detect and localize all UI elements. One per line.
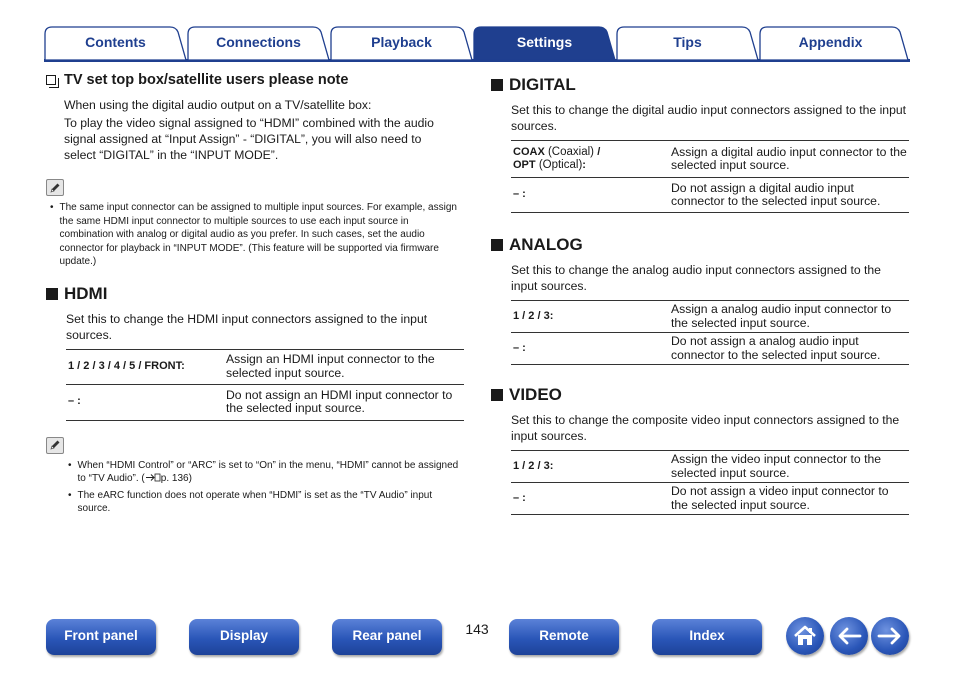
left-column — [46, 70, 464, 516]
table-row — [511, 141, 909, 178]
hdmi-row1-key: 1 / 2 / 3 / 4 / 5 / FRONT: — [66, 349, 224, 384]
table-row — [511, 451, 909, 483]
right-column — [491, 74, 909, 515]
page-number: 143 — [465, 621, 489, 637]
display-button[interactable]: Display — [189, 619, 299, 655]
tab-connections-label: Connections — [216, 34, 301, 50]
hdmi-table — [66, 349, 464, 421]
previous-page-button[interactable] — [830, 617, 868, 655]
digital-row2-key: – : — [511, 178, 669, 213]
home-icon — [792, 624, 818, 648]
rear-panel-button[interactable]: Rear panel — [332, 619, 442, 655]
tab-playback[interactable] — [330, 26, 473, 60]
arrow-left-icon — [836, 626, 862, 646]
table-row — [511, 178, 909, 213]
analog-heading — [491, 234, 909, 256]
hdmi-description: Set this to change the HDMI input connectors assigned to the input sources. — [66, 311, 428, 342]
video-title: VIDEO — [509, 385, 562, 404]
key-colon: : — [582, 159, 586, 171]
memo2-text-1a: When “HDMI Control” or “ARC” is set to “On” in the menu, “HDMI” cannot be assigned to “TV Audio”. ( — [77, 459, 459, 484]
tab-appendix-label: Appendix — [798, 34, 863, 50]
opt-note: (Optical) — [535, 159, 583, 171]
digital-row1-key — [511, 141, 669, 178]
digital-title: DIGITAL — [509, 75, 576, 94]
video-row1-value: Assign the video input connector to the selected input source. — [669, 451, 909, 483]
front-panel-button[interactable]: Front panel — [46, 619, 156, 655]
memo1-text: The same input connector can be assigned to multiple input sources. For example, assign the same HDMI input connector to multiple sources to use each input source in combination with analog or digital audio as you prefer. In such cases, set the audio connector for playback in “INPUT MODE”. (This feature will be supported via firmware update.) — [59, 202, 457, 267]
opt-label: OPT — [513, 159, 536, 171]
tab-connections[interactable] — [187, 26, 330, 60]
tab-contents[interactable] — [44, 26, 187, 60]
table-row — [66, 349, 464, 384]
bullet-dot: • — [50, 202, 54, 213]
bullet-dot: • — [68, 489, 72, 501]
memo2-text-1 — [78, 459, 464, 486]
coax-note: (Coaxial) — [544, 145, 598, 158]
tab-tips-label: Tips — [673, 34, 702, 50]
square-bullet-icon — [46, 288, 58, 300]
digital-description: Set this to change the digital audio input connectors assigned to the input sources. — [511, 103, 907, 133]
digital-table — [511, 140, 909, 213]
remote-button[interactable]: Remote — [509, 619, 619, 655]
memo1-bullet — [46, 201, 464, 269]
video-row2-key: – : — [511, 483, 669, 515]
digital-heading — [491, 74, 909, 96]
analog-row1-key: 1 / 2 / 3: — [511, 301, 669, 333]
analog-row2-key: – : — [511, 333, 669, 365]
analog-title: ANALOG — [509, 235, 583, 254]
note-heading — [46, 70, 464, 90]
tab-playback-label: Playback — [371, 34, 432, 50]
separator: / — [597, 145, 601, 158]
memo2-page-ref[interactable]: p. 136) — [160, 473, 192, 484]
video-description: Set this to change the composite video input connectors assigned to the input sources. — [511, 413, 900, 443]
memo-box-1 — [46, 179, 464, 269]
square-bullet-icon — [491, 389, 503, 401]
table-row — [66, 384, 464, 420]
pencil-icon — [46, 437, 64, 454]
tab-tips[interactable] — [616, 26, 759, 60]
digital-row2-value: Do not assign a digital audio input connector to the selected input source. — [669, 178, 909, 213]
index-button[interactable]: Index — [652, 619, 762, 655]
tab-settings[interactable] — [473, 26, 616, 60]
video-heading — [491, 384, 909, 406]
square-bullet-icon — [491, 239, 503, 251]
table-row — [511, 333, 909, 365]
square-bullet-icon — [491, 79, 503, 91]
checkbox-icon — [46, 75, 56, 85]
hdmi-row2-key: – : — [66, 384, 224, 420]
note-line1: When using the digital audio output on a TV/satellite box: — [64, 98, 372, 112]
video-row2-value: Do not assign a video input connector to the selected input source. — [669, 483, 909, 515]
tab-contents-label: Contents — [85, 34, 146, 50]
note-title: TV set top box/satellite users please note — [64, 72, 349, 88]
tab-appendix[interactable] — [759, 26, 902, 60]
next-page-button[interactable] — [871, 617, 909, 655]
table-row — [511, 301, 909, 333]
memo-box-2 — [46, 437, 464, 516]
analog-description: Set this to change the analog audio input connectors assigned to the input sources. — [511, 263, 881, 293]
memo2-text-2: The eARC function does not operate when “HDMI” is set as the “TV Audio” input source. — [77, 489, 433, 514]
memo2-bullet-1 — [46, 459, 464, 486]
home-button[interactable] — [786, 617, 824, 655]
tab-bar — [44, 26, 910, 62]
hdmi-row2-value: Do not assign an HDMI input connector to the selected input source. — [224, 384, 464, 420]
analog-row2-value: Do not assign a analog audio input connector to the selected input source. — [669, 333, 909, 365]
pencil-icon — [46, 179, 64, 196]
coax-label: COAX — [513, 145, 545, 158]
video-row1-key: 1 / 2 / 3: — [511, 451, 669, 483]
page-reference-icon — [145, 473, 161, 482]
arrow-right-icon — [877, 626, 903, 646]
analog-row1-value: Assign a analog audio input connector to the selected input source. — [669, 301, 909, 333]
tab-settings-label: Settings — [516, 34, 573, 50]
table-row — [511, 483, 909, 515]
note-line2: To play the video signal assigned to “HDMI” combined with the audio signal assigned at “Input Assign” - “DIGITAL”, you will also need to select “DIGITAL” in the “INPUT MODE”. — [64, 116, 434, 162]
hdmi-row1-value: Assign an HDMI input connector to the selected input source. — [224, 349, 464, 384]
hdmi-title: HDMI — [64, 283, 108, 303]
video-table — [511, 450, 909, 515]
digital-row1-value: Assign a digital audio input connector to the selected input source. — [669, 141, 909, 178]
bullet-dot: • — [68, 459, 72, 471]
hdmi-heading — [46, 283, 464, 305]
memo2-bullet-2 — [46, 489, 464, 516]
analog-table — [511, 300, 909, 365]
